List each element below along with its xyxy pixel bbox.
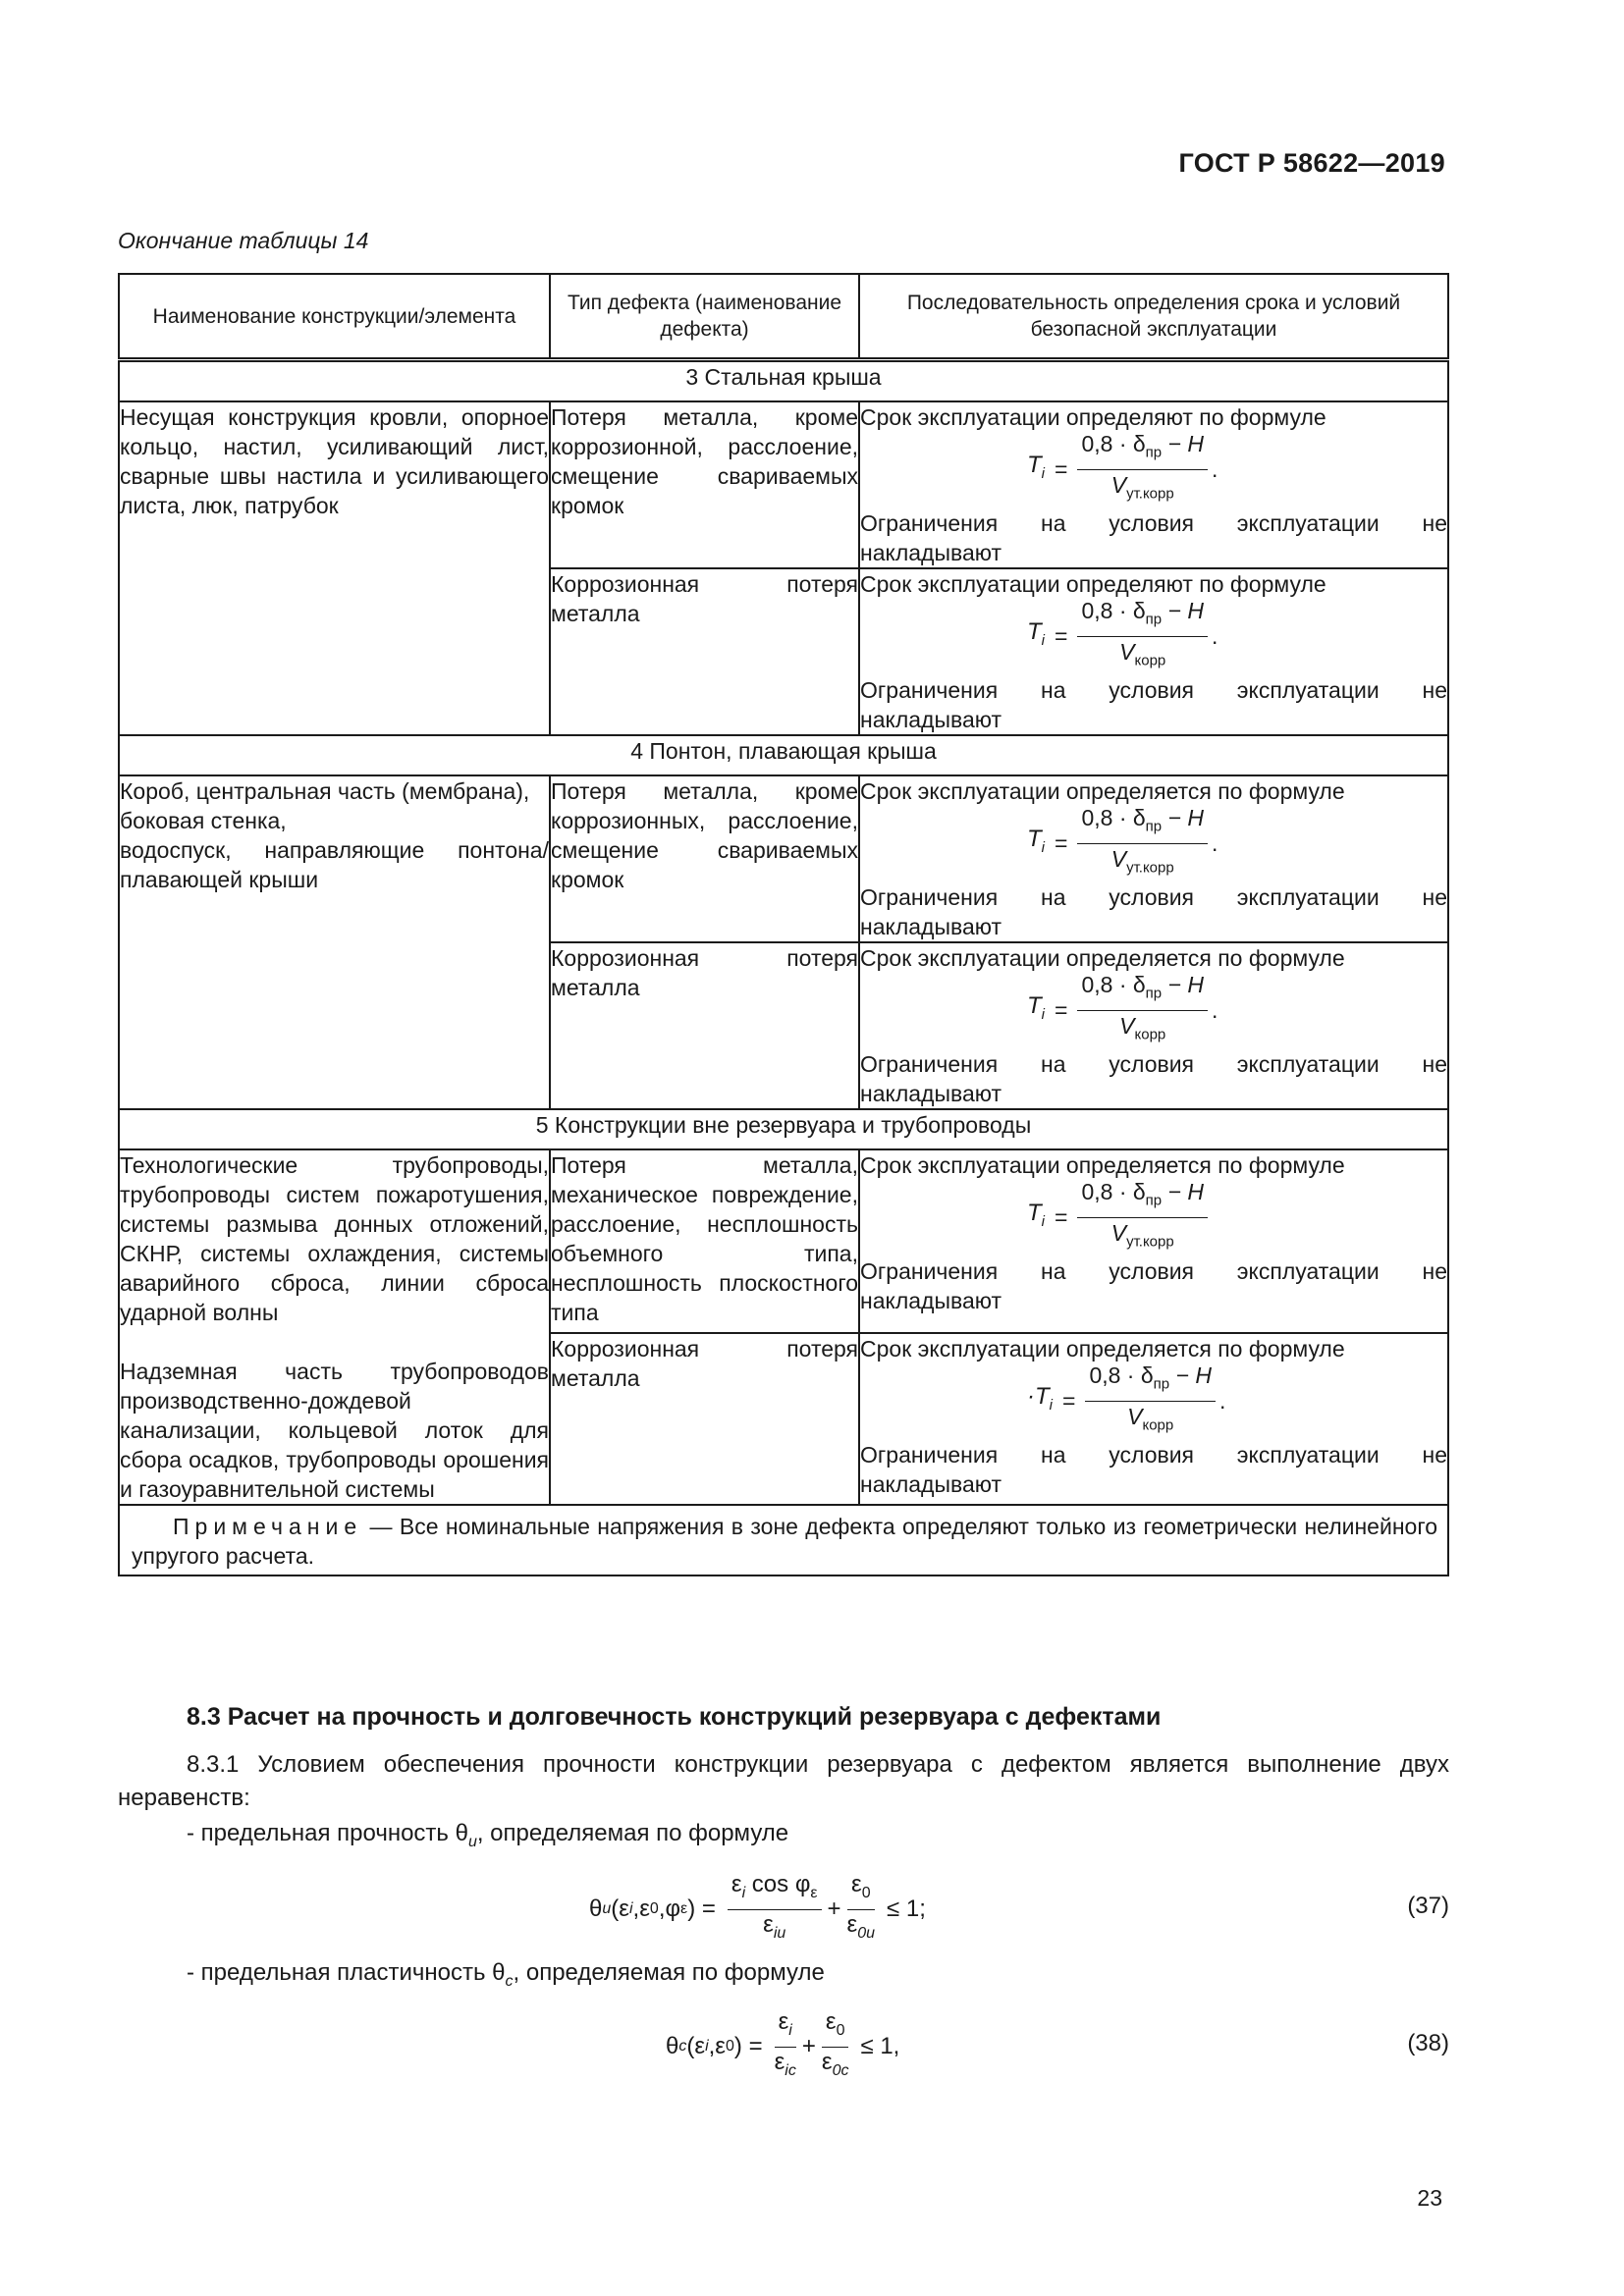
formula-equals: = <box>1055 623 1068 649</box>
numerator-sub: пр <box>1145 1192 1163 1209</box>
eq-args-close: ) = <box>733 2033 763 2059</box>
item-text: - предельная пластичность θ <box>187 1959 506 1986</box>
fraction-numerator <box>1077 804 1208 844</box>
formula-equals: = <box>1055 997 1068 1023</box>
equation-38-body <box>666 2002 899 2091</box>
procedure-lead: Срок эксплуатации определяется по формуле <box>860 778 1345 804</box>
formula-lhs-symbol: T <box>1027 825 1042 852</box>
element-cell <box>119 775 550 1109</box>
numerator-tail: − H <box>1162 597 1204 623</box>
denominator-sub: ут.корр <box>1126 1233 1174 1251</box>
fraction-numerator <box>1077 430 1208 470</box>
defect-type-cell: Потеря металла, кроме коррозионной, расслоение, смещение свариваемых кромок <box>550 401 859 568</box>
defects-table <box>118 273 1449 1576</box>
formula-lhs-symbol: T <box>1027 991 1042 1019</box>
item-tail: , определяемая по формуле <box>513 1959 825 1986</box>
procedure-cell <box>859 1333 1448 1505</box>
element-name: Технологические трубопроводы, трубопроводы систем пожаротушения, системы размыва донных отложений, СКНР, системы охлаждения, системы аварийного сброса, линии сброса ударной волны Надземная часть трубопроводов производственно-дождевой канализации, кольцевой лоток для сбора осадков, трубопроводы орошения и газоуравнительной системы <box>120 1152 549 1502</box>
denominator-text: V <box>1110 845 1127 872</box>
formula-lhs <box>1027 617 1045 656</box>
procedure-limit: Ограничения на условия эксплуатации не накладывают <box>860 884 1447 939</box>
procedure-lead: Срок эксплуатации определяют по формуле <box>860 404 1326 430</box>
table-note-row <box>119 1505 1448 1575</box>
frac-num-sub: 0 <box>836 2021 845 2039</box>
frac-num-sub: i <box>788 2021 792 2039</box>
paragraph-8-3-1: 8.3.1 Условием обеспечения прочности конструкции резервуара с дефектом является выполнение двух неравенств: <box>118 1751 1449 1811</box>
eq-lhs-sub: c <box>678 2038 687 2055</box>
equation-number-37: (37) <box>1407 1893 1449 1919</box>
procedure-limit: Ограничения на условия эксплуатации не накладывают <box>860 1258 1447 1313</box>
formula-fraction <box>1077 597 1208 675</box>
formula-equals: = <box>1055 456 1068 482</box>
table-note <box>119 1505 1448 1575</box>
formula-lhs-symbol: T <box>1027 1199 1042 1226</box>
denominator-text: V <box>1110 1219 1127 1246</box>
procedure-cell <box>859 401 1448 568</box>
frac-den-sub: ic <box>785 2061 796 2079</box>
frac-num-tail: cos φ <box>745 1870 811 1897</box>
section-row <box>119 1109 1448 1149</box>
formula-lhs-sub: i <box>1041 1005 1046 1023</box>
numerator-text: 0,8 · δ <box>1081 804 1146 830</box>
frac-den-sub: 0u <box>857 1924 876 1942</box>
eq-args-mid: ,ε <box>708 2033 726 2059</box>
section-heading: 8.3 Расчет на прочность и долговечность конструкций резервуара с дефектами <box>187 1703 1162 1731</box>
eq38-fraction-2 <box>822 2008 849 2086</box>
element-cell <box>119 401 550 735</box>
section-title: 3 Стальная крыша <box>119 360 1448 402</box>
denominator-sub: корр <box>1142 1416 1174 1434</box>
numerator-sub: пр <box>1145 444 1163 461</box>
numerator-text: 0,8 · δ <box>1081 1178 1146 1204</box>
equation-number-38: (38) <box>1407 2030 1449 2056</box>
formula-lhs <box>1027 451 1045 489</box>
formula-trail: . <box>1211 830 1218 856</box>
procedure-limit: Ограничения на условия эксплуатации не накладывают <box>860 510 1447 565</box>
formula-lhs <box>1027 991 1045 1030</box>
formula-fraction <box>1085 1362 1216 1440</box>
lifetime-formula <box>1027 597 1447 671</box>
section-title: 4 Понтон, плавающая крыша <box>119 735 1448 775</box>
eq-args-sub: i <box>705 2038 709 2055</box>
formula-lhs-symbol: ·T <box>1027 1382 1050 1410</box>
eq-relation: ≤ 1; <box>887 1896 926 1922</box>
equation-37-body <box>589 1865 926 1953</box>
lifetime-formula <box>1027 971 1447 1045</box>
fraction-denominator <box>1127 1402 1173 1441</box>
eq-args-mid: ,ε <box>632 1896 650 1922</box>
procedure-cell <box>859 942 1448 1109</box>
numerator-text: 0,8 · δ <box>1089 1362 1154 1389</box>
note-label: Примечание <box>173 1514 363 1539</box>
table-body <box>119 360 1448 1506</box>
numerator-sub: пр <box>1145 611 1163 628</box>
eq-plus: + <box>827 1896 841 1922</box>
eq-args-sub: ε <box>680 1900 688 1917</box>
frac-den: ε <box>846 1910 858 1938</box>
formula-trail: . <box>1211 456 1218 482</box>
table-caption: Окончание таблицы 14 <box>118 228 369 253</box>
numerator-sub: пр <box>1145 818 1163 835</box>
eq38-fraction-1 <box>775 2008 796 2086</box>
element-cell <box>119 1149 550 1505</box>
procedure-cell <box>859 1149 1448 1333</box>
element-name: Несущая конструкция кровли, опорное кольцо, настил, усиливающий лист, сварные швы настила и усиливающего листа, люк, патрубок <box>120 404 549 518</box>
numerator-tail: − H <box>1162 804 1204 830</box>
defect-type-cell: Коррозионная потеря металла <box>550 568 859 735</box>
denominator-sub: корр <box>1134 1026 1166 1043</box>
column-header-defect: Тип дефекта (наименование дефекта) <box>550 274 859 360</box>
defect-type-cell: Потеря металла, кроме коррозионных, расслоение, смещение свариваемых кромок <box>550 775 859 942</box>
denominator-sub: ут.корр <box>1126 485 1174 503</box>
frac-num: ε <box>731 1870 742 1897</box>
formula-lhs-sub: i <box>1041 464 1046 482</box>
formula-equals: = <box>1055 830 1068 856</box>
section-row <box>119 360 1448 402</box>
formula-fraction <box>1077 971 1208 1049</box>
formula-lhs-sub: i <box>1041 631 1046 649</box>
procedure-limit: Ограничения на условия эксплуатации не накладывают <box>860 1051 1447 1106</box>
lifetime-formula <box>1027 430 1447 505</box>
formula-trail: . <box>1218 1388 1226 1415</box>
note-text: — Все номинальные напряжения в зоне дефекта определяют только из геометрически нелинейного упругого расчета. <box>132 1514 1437 1569</box>
formula-lhs-sub: i <box>1041 1212 1046 1230</box>
procedure-lead: Срок эксплуатации определяют по формуле <box>860 571 1326 597</box>
numerator-tail: − H <box>1162 430 1204 456</box>
eq-args-sub: i <box>628 1900 633 1917</box>
frac-num-sub: i <box>741 1884 746 1901</box>
column-header-element: Наименование конструкции/элемента <box>119 274 550 360</box>
eq-lhs-sub: u <box>602 1900 612 1917</box>
denominator-sub: корр <box>1134 652 1166 669</box>
frac-den: ε <box>763 1910 774 1938</box>
frac-num-tail-sub: ε <box>810 1884 818 1901</box>
list-item-plasticity <box>118 1956 1449 1999</box>
lifetime-formula <box>1027 1178 1447 1253</box>
denominator-text: V <box>1119 638 1135 665</box>
item-sub: u <box>467 1833 477 1850</box>
eq-args-sub: 0 <box>726 2038 734 2055</box>
procedure-cell <box>859 775 1448 942</box>
frac-num-sub: 0 <box>861 1884 871 1901</box>
item-sub: c <box>505 1972 514 1990</box>
procedure-limit: Ограничения на условия эксплуатации не накладывают <box>860 677 1447 732</box>
formula-lhs <box>1027 825 1045 863</box>
formula-trail: . <box>1211 997 1218 1023</box>
numerator-tail: − H <box>1162 971 1204 997</box>
item-text: - предельная прочность θ <box>187 1820 468 1846</box>
fraction-numerator <box>1077 971 1208 1011</box>
numerator-tail: − H <box>1162 1178 1204 1204</box>
frac-den: ε <box>774 2048 785 2075</box>
element-name: Короб, центральная часть (мембрана), боковая стенка, водоспуск, направляющие понтона/плавающей крыши <box>120 778 549 892</box>
formula-lhs-sub: i <box>1041 838 1046 856</box>
numerator-sub: пр <box>1145 985 1163 1002</box>
eq-args-sub: 0 <box>649 1900 659 1917</box>
page-number: 23 <box>1417 2185 1442 2211</box>
procedure-cell <box>859 568 1448 735</box>
numerator-tail: − H <box>1169 1362 1212 1389</box>
frac-den-sub: iu <box>773 1924 786 1942</box>
eq37-fraction-1 <box>728 1871 822 1949</box>
formula-trail: . <box>1211 623 1218 649</box>
standard-number: ГОСТ Р 58622—2019 <box>1178 148 1445 178</box>
fraction-denominator <box>1111 844 1174 883</box>
fraction-numerator <box>1077 597 1208 637</box>
fraction-denominator <box>1111 1218 1174 1257</box>
fraction-numerator <box>1085 1362 1216 1402</box>
frac-num: ε <box>825 2007 837 2035</box>
eq-args-close: ) = <box>687 1896 716 1922</box>
denominator-text: V <box>1119 1012 1135 1039</box>
procedure-lead: Срок эксплуатации определяется по формуле <box>860 1336 1345 1362</box>
numerator-text: 0,8 · δ <box>1081 597 1146 623</box>
frac-den-sub: 0c <box>832 2061 849 2079</box>
eq-args: (ε <box>686 2033 706 2059</box>
numerator-text: 0,8 · δ <box>1081 971 1146 997</box>
fraction-numerator <box>1077 1178 1208 1218</box>
procedure-lead: Срок эксплуатации определяется по формуле <box>860 945 1345 971</box>
frac-num: ε <box>778 2007 789 2035</box>
table-row <box>119 401 1448 568</box>
denominator-text: V <box>1110 471 1127 498</box>
numerator-text: 0,8 · δ <box>1081 430 1146 456</box>
equation-38 <box>118 2002 1449 2091</box>
procedure-limit: Ограничения на условия эксплуатации не накладывают <box>860 1442 1447 1498</box>
formula-lhs <box>1027 1199 1045 1237</box>
procedure-lead: Срок эксплуатации определяется по формуле <box>860 1152 1345 1178</box>
lifetime-formula <box>1027 1362 1447 1436</box>
table-row <box>119 775 1448 942</box>
item-tail: , определяемая по формуле <box>476 1820 789 1846</box>
formula-fraction <box>1077 804 1208 882</box>
section-row <box>119 735 1448 775</box>
frac-den: ε <box>821 2048 833 2075</box>
defect-type-cell: Коррозионная потеря металла <box>550 942 859 1109</box>
section-title: 5 Конструкции вне резервуара и трубопроводы <box>119 1109 1448 1149</box>
column-header-procedure: Последовательность определения срока и условий безопасной эксплуатации <box>859 274 1448 360</box>
fraction-denominator <box>1111 470 1174 509</box>
formula-fraction <box>1077 430 1208 508</box>
formula-equals: = <box>1055 1204 1068 1230</box>
list-item-strength <box>118 1817 1449 1859</box>
formula-fraction <box>1077 1178 1208 1256</box>
fraction-denominator <box>1119 1011 1165 1050</box>
formula-equals: = <box>1062 1388 1076 1415</box>
frac-num: ε <box>850 1870 862 1897</box>
formula-lhs-sub: i <box>1049 1396 1053 1414</box>
eq-lhs: θ <box>589 1896 603 1922</box>
fraction-denominator <box>1119 637 1165 676</box>
eq-args-end: ,φ <box>658 1896 681 1922</box>
denominator-text: V <box>1127 1403 1143 1429</box>
eq-args: (ε <box>611 1896 629 1922</box>
table-header-row <box>119 274 1448 360</box>
lifetime-formula <box>1027 804 1447 879</box>
defect-type-cell: Коррозионная потеря металла <box>550 1333 859 1505</box>
formula-lhs-symbol: T <box>1027 451 1042 478</box>
equation-37 <box>118 1865 1449 1953</box>
numerator-sub: пр <box>1153 1375 1170 1393</box>
defect-type-cell: Потеря металла, механическое повреждение, расслоение, несплошность объемного типа, несплошность плоскостного типа <box>550 1149 859 1333</box>
eq37-fraction-2 <box>847 1871 876 1949</box>
formula-lhs-symbol: T <box>1027 617 1042 645</box>
denominator-sub: ут.корр <box>1126 859 1174 877</box>
formula-lhs <box>1027 1382 1053 1420</box>
table-row <box>119 1149 1448 1333</box>
eq-plus: + <box>801 2033 816 2059</box>
eq-relation: ≤ 1, <box>860 2033 900 2059</box>
eq-lhs: θ <box>666 2033 679 2059</box>
